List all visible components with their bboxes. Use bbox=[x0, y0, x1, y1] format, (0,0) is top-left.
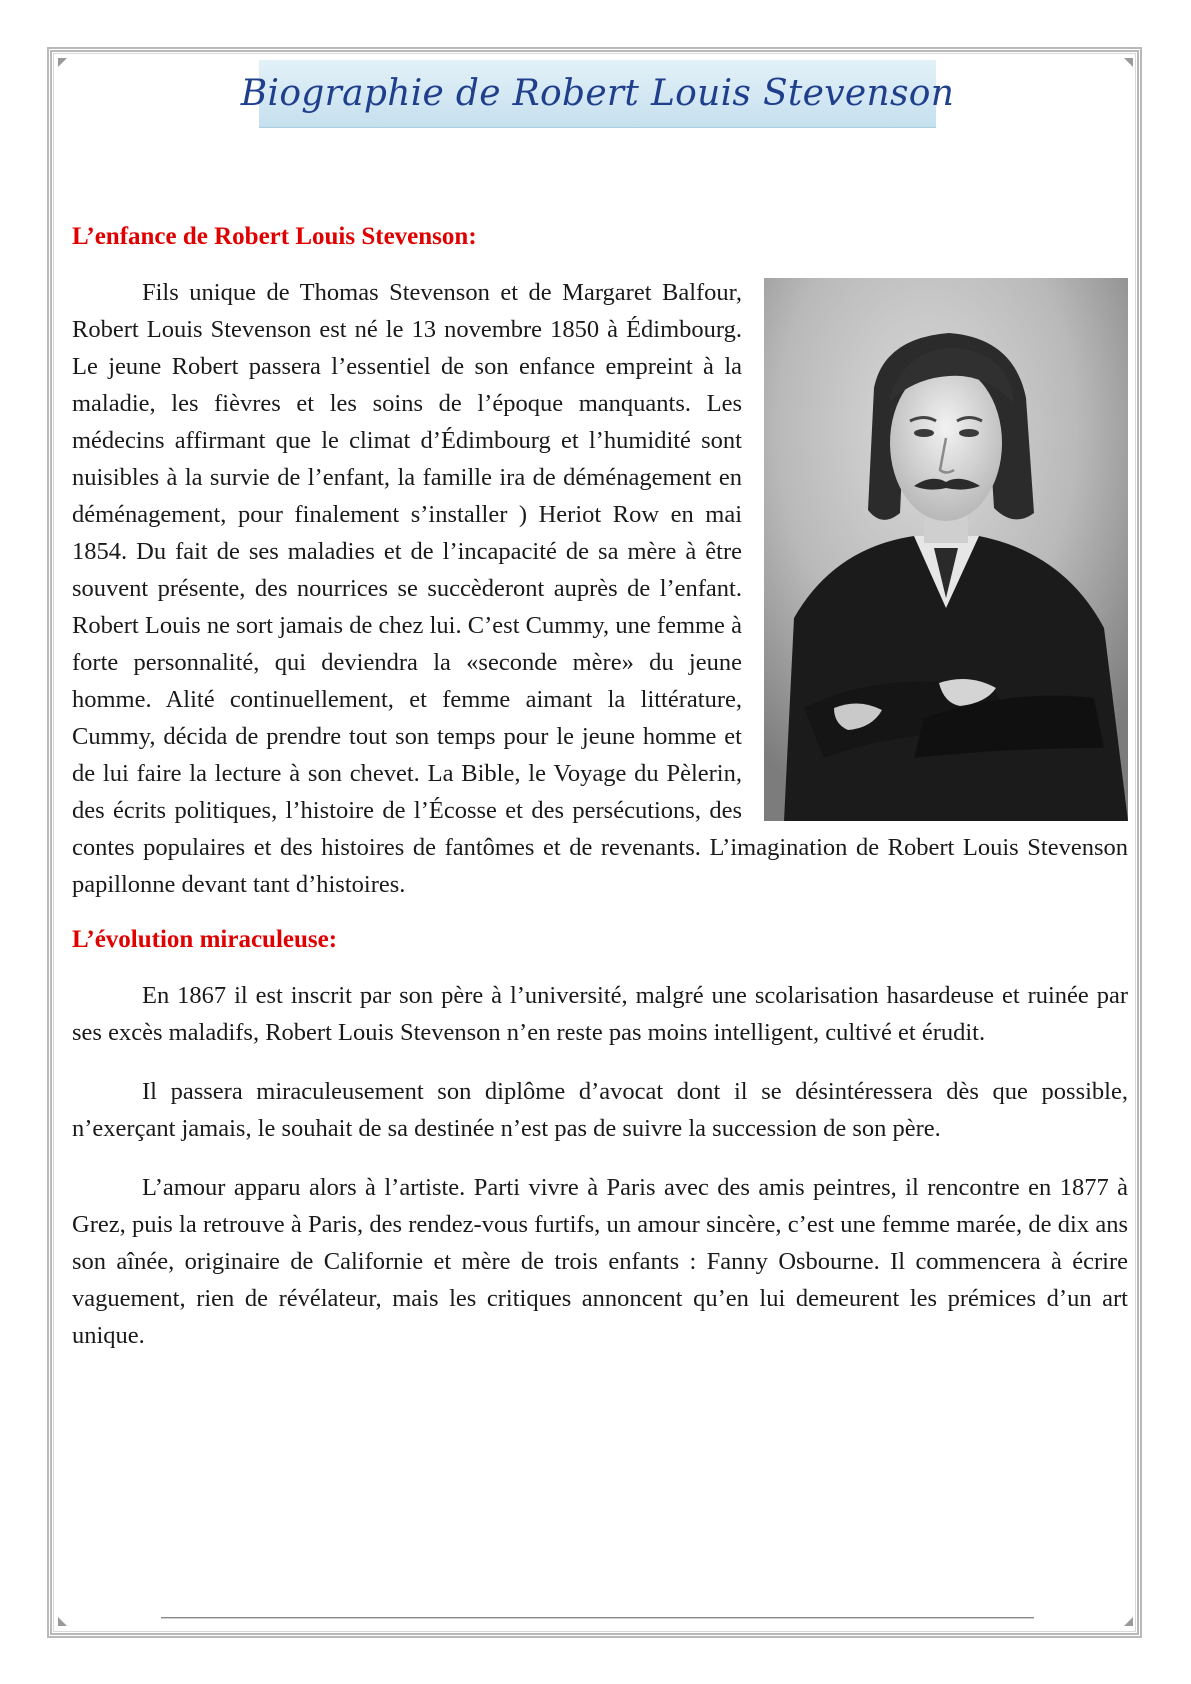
evolution-paragraph-1: En 1867 il est inscrit par son père à l’université, malgré une scolarisation hasardeuse et ruinée par ses excès maladifs, Robert Louis Stevenson n’en reste pas moins intelligent, cultivé et érudit. bbox=[72, 982, 1128, 1046]
evolution-paragraph-3: L’amour apparu alors à l’artiste. Parti vivre à Paris avec des amis peintres, il rencontre en 1877 à Grez, puis la retrouve à Paris, des rendez-vous furtifs, un amour sincère, c’est une femme marée, de dix ans son aînée, originaire de Californie et mère de trois enfants : Fanny Osbourne. Il commencera à écrire vaguement, rien de révélateur, mais les critiques annoncent qu’en lui demeurent les prémices d’un art unique. bbox=[72, 1174, 1128, 1349]
section-heading-childhood: L’enfance de Robert Louis Stevenson: bbox=[72, 223, 477, 250]
portrait-photo bbox=[764, 278, 1128, 821]
corner-ornament-bottom-left bbox=[58, 1617, 67, 1626]
corner-ornament-top-left bbox=[58, 58, 67, 67]
portrait-illustration bbox=[764, 278, 1128, 821]
corner-ornament-top-right bbox=[1124, 58, 1133, 67]
corner-ornament-bottom-right bbox=[1124, 1617, 1133, 1626]
title-banner bbox=[240, 60, 955, 128]
page-title: Biographie de Robert Louis Stevenson bbox=[240, 73, 955, 114]
document-body bbox=[72, 222, 1128, 1376]
section-heading-evolution: L’évolution miraculeuse: bbox=[72, 926, 338, 953]
childhood-paragraph: Fils unique de Thomas Stevenson et de Margaret Balfour, Robert Louis Stevenson est né le 13 novembre 1850 à Édimbourg. Le jeune Robert passera l’essentiel de son enfance empreint à la maladie, les fièvres et les soins de l’époque manquants. Les médecins affirmant que le climat d’Édimbourg et l’humidité sont nuisibles à la survie de l’enfant, la famille ira de déménagement en déménagement, pour finalement s’installer ) Heriot Row en mai 1854. Du fait de ses maladies et de l’incapacité de sa mère à être souvent présente, des nourrices se succèderont auprès de l’enfant. Robert Louis ne sort jamais de chez lui. C’est Cummy, une femme à forte personnalité, qui deviendra la «seconde mère» du jeune homme. Alité continuellement, et femme aimant la littérature, Cummy, décida de prendre tout son temps pour le jeune homme et de lui faire la lecture à son chevet. La Bible, le Voyage du Pèlerin, des écrits politiques, l’histoire de l’Écosse et des persécutions, des contes populaires et des histoires de fantômes et de revenants. L’imagination de Robert Louis Stevenson papillonne devant tant d’histoires. bbox=[72, 279, 1128, 898]
evolution-paragraph-2: Il passera miraculeusement son diplôme d’avocat dont il se désintéressera dès que possible, n’exerçant jamais, le souhait de sa destinée n’est pas de suivre la succession de son père. bbox=[72, 1078, 1128, 1142]
footer-divider bbox=[161, 1617, 1034, 1619]
